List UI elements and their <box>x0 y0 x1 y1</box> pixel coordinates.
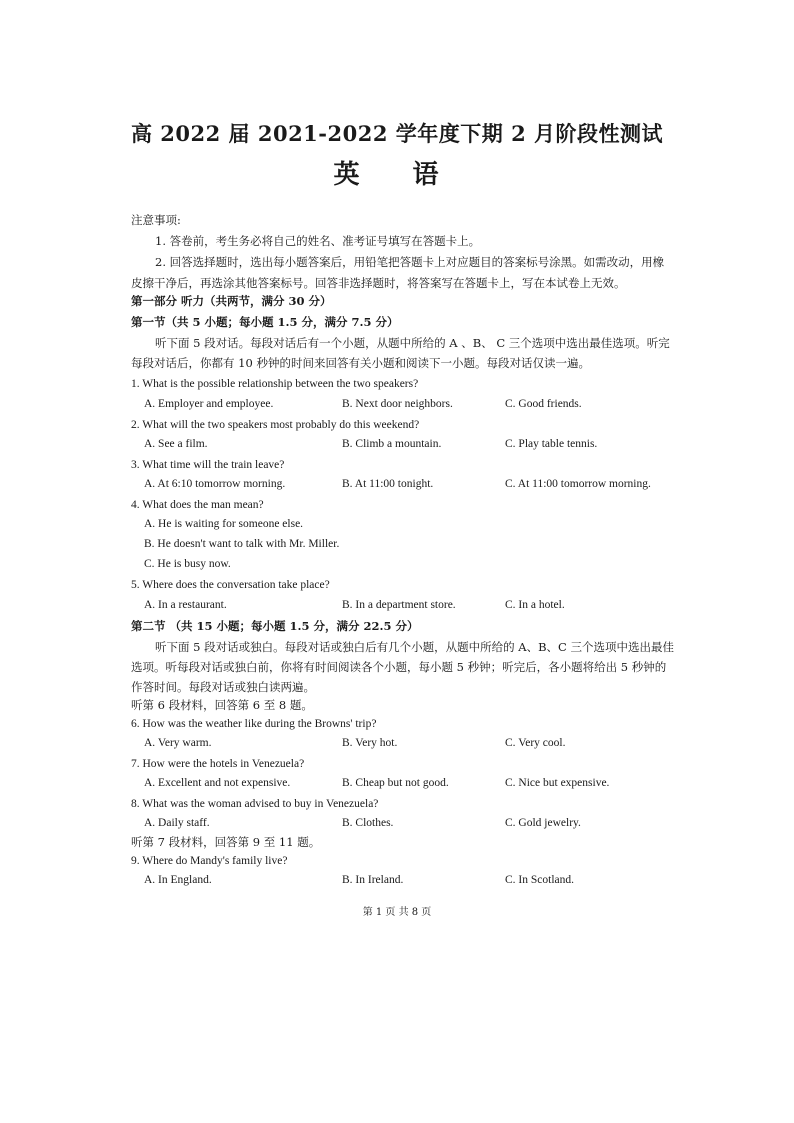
question-3-option-a: A. At 6:10 tomorrow morning. <box>144 478 286 490</box>
material-6-note: 听第 6 段材料，回答第 6 至 8 题。 <box>131 698 313 712</box>
section2-instr-line-2: 选项。听每段对话或独白前，你将有时间阅读各个小题，每小题 5 秒钟；听完后，各小题将给出 5 秒钟的 <box>131 660 667 674</box>
section2-heading: 第二节 （共 15 小题；每小题 1.5 分，满分 22.5 分） <box>131 619 419 633</box>
question-6: 6. How was the weather like during the Browns' trip? <box>131 718 377 730</box>
question-7-option-c: C. Nice but expensive. <box>505 777 610 789</box>
question-9: 9. Where do Mandy's family live? <box>131 855 288 867</box>
question-1-option-a: A. Employer and employee. <box>144 398 274 410</box>
question-4-option-b: B. He doesn't want to talk with Mr. Miller. <box>144 538 340 550</box>
question-6-option-c: C. Very cool. <box>505 737 566 749</box>
section2-instr-line-3: 作答时间。每段对话或独白读两遍。 <box>131 680 315 694</box>
question-8-option-a: A. Daily staff. <box>144 817 210 829</box>
question-7-option-b: B. Cheap but not good. <box>342 777 449 789</box>
question-9-option-b: B. In Ireland. <box>342 874 404 886</box>
question-5: 5. Where does the conversation take place? <box>131 579 330 591</box>
part1-heading: 第一部分 听力（共两节，满分 30 分） <box>131 294 332 308</box>
question-7-option-a: A. Excellent and not expensive. <box>144 777 291 789</box>
question-7: 7. How were the hotels in Venezuela? <box>131 758 305 770</box>
question-5-option-b: B. In a department store. <box>342 599 456 611</box>
question-8-option-b: B. Clothes. <box>342 817 394 829</box>
question-1: 1. What is the possible relationship between the two speakers? <box>131 378 419 390</box>
question-4: 4. What does the man mean? <box>131 499 264 511</box>
question-2-option-c: C. Play table tennis. <box>505 438 598 450</box>
page-number: 第 1 页 共 8 页 <box>362 907 432 918</box>
exam-subject: 英 语 <box>333 160 461 190</box>
question-2: 2. What will the two speakers most probably do this weekend? <box>131 419 420 431</box>
section1-heading: 第一节（共 5 小题；每小题 1.5 分，满分 7.5 分） <box>131 315 399 329</box>
section2-instr-line-1: 听下面 5 段对话或独白。每段对话或独白后有几个小题，从题中所给的 A、B、C 三个选项中选出最佳 <box>155 640 674 654</box>
question-2-option-a: A. See a film. <box>144 438 208 450</box>
question-4-option-a: A. He is waiting for someone else. <box>144 518 304 530</box>
question-1-option-b: B. Next door neighbors. <box>342 398 453 410</box>
question-9-option-c: C. In Scotland. <box>505 874 574 886</box>
question-3-option-b: B. At 11:00 tonight. <box>342 478 434 490</box>
section1-instr-line-1: 听下面 5 段对话。每段对话后有一个小题，从题中所给的 A 、B、 C 三个选项中选出最佳选项。听完 <box>155 336 670 350</box>
notice-item-2-line-2: 皮擦干净后，再选涂其他答案标号。回答非选择题时，将答案写在答题卡上，写在本试卷上无效。 <box>131 276 626 290</box>
notice-item-1: 1. 答卷前，考生务必将自己的姓名、准考证号填写在答题卡上。 <box>155 234 481 248</box>
question-5-option-a: A. In a restaurant. <box>144 599 227 611</box>
section1-instr-line-2: 每段对话后，你都有 10 秒钟的时间来回答有关小题和阅读下一小题。每段对话仅读一遍。 <box>131 356 590 370</box>
question-1-option-c: C. Good friends. <box>505 398 582 410</box>
notice-item-2-line-1: 2. 回答选择题时，选出每小题答案后，用铅笔把答题卡上对应题目的答案标号涂黑。如需改动，用橡 <box>155 255 665 269</box>
question-4-option-c: C. He is busy now. <box>144 558 231 570</box>
material-7-note: 听第 7 段材料，回答第 9 至 11 题。 <box>131 835 321 849</box>
question-2-option-b: B. Climb a mountain. <box>342 438 442 450</box>
question-3: 3. What time will the train leave? <box>131 459 285 471</box>
question-6-option-b: B. Very hot. <box>342 737 398 749</box>
exam-title: 高 2022 届 2021-2022 学年度下期 2 月阶段性测试 <box>130 121 664 146</box>
question-9-option-a: A. In England. <box>144 874 212 886</box>
notice-heading: 注意事项: <box>131 213 181 227</box>
question-6-option-a: A. Very warm. <box>144 737 212 749</box>
question-5-option-c: C. In a hotel. <box>505 599 565 611</box>
question-3-option-c: C. At 11:00 tomorrow morning. <box>505 478 651 490</box>
question-8-option-c: C. Gold jewelry. <box>505 817 581 829</box>
question-8: 8. What was the woman advised to buy in Venezuela? <box>131 798 379 810</box>
